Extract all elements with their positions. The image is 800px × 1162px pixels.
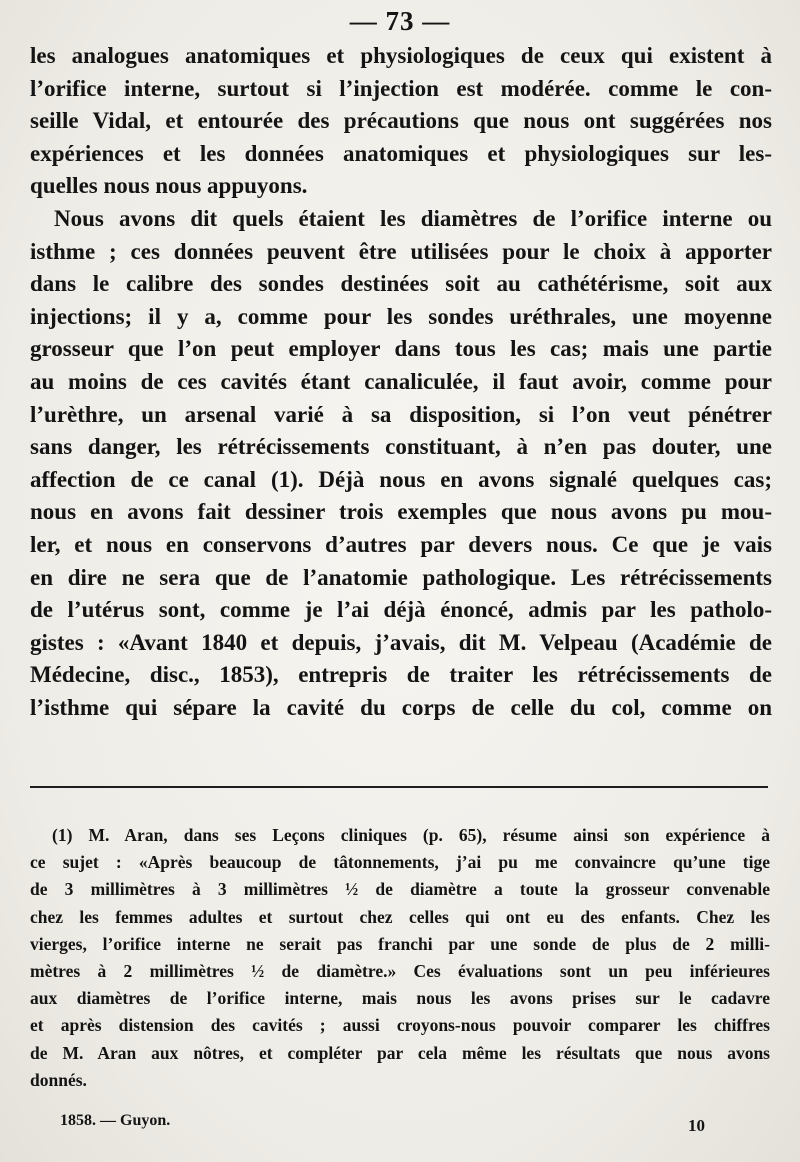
footnote-divider: [30, 786, 768, 788]
footnote-line: ce sujet : «Après beaucoup de tâtonnements, j’ai pu me convaincre qu’une tige: [30, 852, 770, 873]
main-text: [30, 40, 772, 724]
text-line: gistes : «Avant 1840 et depuis, j’avais, dit M. Velpeau (Académie de: [30, 629, 772, 655]
footnote-line: aux diamètres de l’orifice interne, mais nous les avons prises sur le cadavre: [30, 988, 770, 1009]
footnote-line: de 3 millimètres à 3 millimètres ½ de diamètre a toute la grosseur convenable: [30, 879, 770, 900]
footnote-line: et après distension des cavités ; aussi croyons-nous pouvoir comparer les chiffres: [30, 1015, 770, 1036]
text-line: de l’utérus sont, comme je l’ai déjà énoncé, admis par les patholo-: [30, 597, 772, 623]
text-line: dans le calibre des sondes destinées soit au cathétérisme, soit aux: [30, 271, 772, 297]
text-line: en dire ne sera que de l’anatomie pathologique. Les rétrécissements: [30, 564, 772, 590]
sheet-number: 10: [688, 1116, 705, 1135]
text-line: expériences et les données anatomiques et physiologiques sur les-: [30, 140, 772, 166]
text-line: seille Vidal, et entourée des précautions que nous ont suggérées nos: [30, 108, 772, 134]
text-line: isthme ; ces données peuvent être utilisées pour le choix à apporter: [30, 238, 772, 264]
footnote-line: chez les femmes adultes et surtout chez celles qui ont eu des enfants. Chez les: [30, 906, 770, 927]
printer-signature: 1858. — Guyon.: [60, 1112, 171, 1129]
text-line: quelles nous nous appuyons.: [30, 173, 308, 199]
text-line: les analogues anatomiques et physiologiques de ceux qui existent à: [30, 43, 772, 68]
text-line: Médecine, disc., 1853), entrepris de traiter les rétrécissements de: [30, 662, 772, 688]
footnote-line: mètres à 2 millimètres ½ de diamètre.» Ces évaluations sont un peu inférieures: [30, 960, 770, 981]
page-number: — 73 —: [349, 6, 451, 36]
footnote-line: donnés.: [30, 1069, 87, 1090]
footnote-line: (1) M. Aran, dans ses Leçons cliniques (p. 65), résume ainsi son expérience à: [52, 825, 770, 845]
footnote-line: de M. Aran aux nôtres, et compléter par cela même les résultats que nous avons: [30, 1042, 770, 1063]
text-line: Nous avons dit quels étaient les diamètres de l’orifice interne ou: [54, 205, 772, 231]
text-line: ler, et nous en conservons d’autres par devers nous. Ce que je vais: [30, 531, 772, 557]
footnote-line: vierges, l’orifice interne ne serait pas franchi par une sonde de plus de 2 milli-: [30, 933, 770, 954]
text-line: l’urèthre, un arsenal varié à sa disposition, si l’on veut pénétrer: [30, 401, 772, 427]
footnote: [30, 822, 770, 1094]
text-line: grosseur que l’on peut employer dans tous les cas; mais une partie: [30, 336, 772, 362]
text-line: affection de ce canal (1). Déjà nous en avons signalé quelques cas;: [30, 466, 772, 492]
text-line: l’isthme qui sépare la cavité du corps de celle du col, comme on: [30, 694, 772, 720]
text-line: sans danger, les rétrécissements constituant, à n’en pas douter, une: [30, 434, 772, 460]
text-line: l’orifice interne, surtout si l’injection est modérée. comme le con-: [30, 75, 772, 101]
text-line: nous en avons fait dessiner trois exemples que nous avons pu mou-: [30, 499, 772, 525]
text-line: injections; il y a, comme pour les sondes uréthrales, une moyenne: [30, 303, 772, 329]
text-line: au moins de ces cavités étant canaliculée, il faut avoir, comme pour: [30, 368, 772, 394]
